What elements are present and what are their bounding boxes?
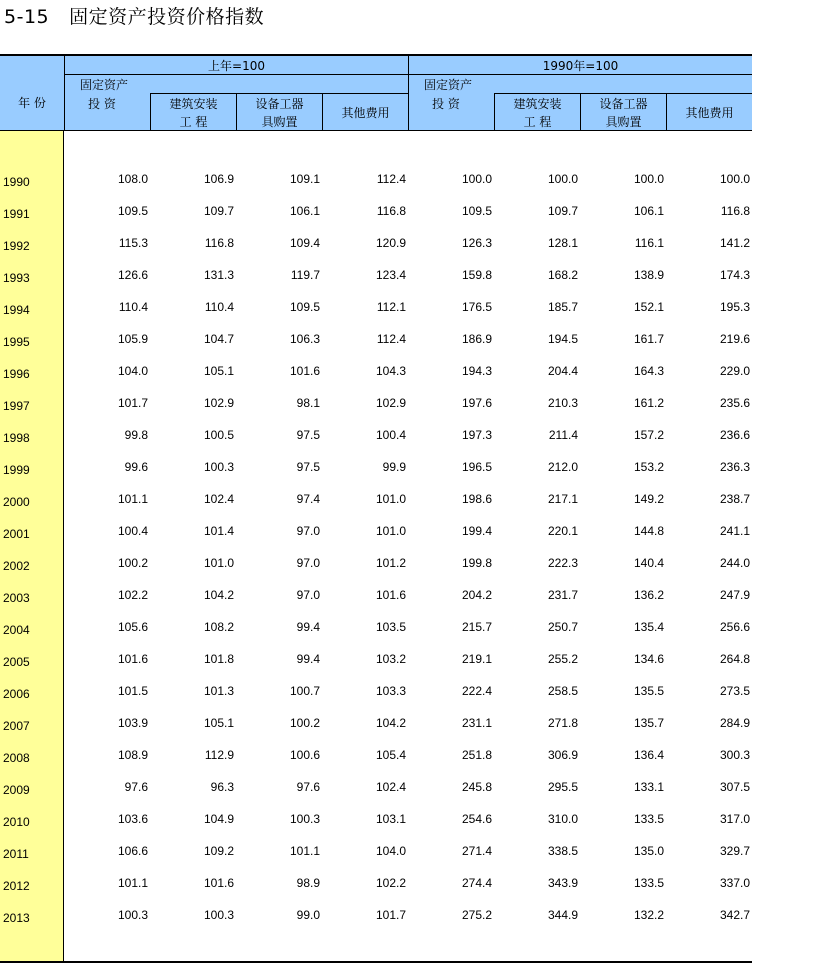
row-value: 102.9	[375, 396, 406, 410]
row-value: 141.2	[719, 236, 750, 250]
row-year: 2005	[3, 655, 30, 669]
row-value: 102.9	[203, 396, 234, 410]
row-value: 109.7	[547, 204, 578, 218]
row-year: 2001	[3, 527, 30, 541]
row-value: 102.4	[375, 780, 406, 794]
row-value: 100.3	[203, 460, 234, 474]
row-value: 197.6	[461, 396, 492, 410]
row-value: 264.8	[719, 652, 750, 666]
row-value: 344.9	[547, 908, 578, 922]
row-value: 338.5	[547, 844, 578, 858]
row-value: 101.0	[203, 556, 234, 570]
row-value: 100.3	[203, 908, 234, 922]
row-value: 101.2	[375, 556, 406, 570]
row-year: 1992	[3, 239, 30, 253]
row-value: 109.5	[117, 204, 148, 218]
row-value: 108.9	[117, 748, 148, 762]
row-value: 96.3	[210, 780, 234, 794]
row-value: 112.4	[376, 172, 406, 186]
row-value: 97.0	[296, 556, 320, 570]
row-value: 106.9	[203, 172, 234, 186]
row-year: 2004	[3, 623, 30, 637]
row-value: 123.4	[375, 268, 406, 282]
row-value: 222.3	[547, 556, 578, 570]
table-row	[0, 292, 752, 324]
row-value: 164.3	[633, 364, 664, 378]
header-equip-line1: 设备工器	[599, 97, 648, 111]
row-value: 153.2	[633, 460, 664, 474]
row-value: 104.2	[375, 716, 406, 730]
row-value: 126.3	[461, 236, 492, 250]
row-value: 194.3	[461, 364, 492, 378]
row-value: 271.8	[547, 716, 578, 730]
row-value: 116.1	[634, 236, 664, 250]
row-value: 215.7	[461, 620, 492, 634]
row-value: 194.5	[547, 332, 578, 346]
row-year: 2003	[3, 591, 30, 605]
row-value: 101.1	[289, 844, 320, 858]
table-row	[0, 324, 752, 356]
row-value: 245.8	[461, 780, 492, 794]
header-group-1990: 1990年=100	[542, 59, 619, 73]
row-value: 132.2	[633, 908, 664, 922]
row-value: 231.1	[461, 716, 492, 730]
row-value: 220.1	[547, 524, 578, 538]
row-year: 1995	[3, 335, 30, 349]
row-value: 100.4	[117, 524, 148, 538]
row-value: 98.9	[296, 876, 320, 890]
row-value: 109.1	[289, 172, 320, 186]
row-value: 238.7	[719, 492, 750, 506]
header-equip-line2: 具购置	[605, 115, 642, 129]
table-row	[0, 196, 752, 228]
row-year: 2008	[3, 751, 30, 765]
row-value: 152.1	[633, 300, 664, 314]
header-divider	[408, 56, 409, 131]
row-value: 255.2	[547, 652, 578, 666]
row-value: 102.2	[375, 876, 406, 890]
row-value: 97.4	[296, 492, 320, 506]
table-row	[0, 900, 752, 932]
row-value: 219.1	[461, 652, 492, 666]
row-value: 149.2	[633, 492, 664, 506]
row-value: 101.1	[117, 876, 148, 890]
table-row	[0, 708, 752, 740]
row-value: 211.4	[548, 428, 578, 442]
row-year: 2007	[3, 719, 30, 733]
row-value: 100.2	[117, 556, 148, 570]
table-row	[0, 676, 752, 708]
row-year: 2002	[3, 559, 30, 573]
table-row	[0, 580, 752, 612]
row-value: 106.1	[633, 204, 664, 218]
row-value: 140.4	[633, 556, 664, 570]
row-value: 100.0	[547, 172, 578, 186]
table-title: 固定资产投资价格指数	[69, 6, 265, 28]
row-year: 2009	[3, 783, 30, 797]
row-value: 135.0	[633, 844, 664, 858]
header-build-line1: 建筑安装	[169, 97, 218, 111]
row-value: 161.2	[633, 396, 664, 410]
row-year: 2013	[3, 911, 30, 925]
row-value: 104.7	[203, 332, 234, 346]
header-divider	[64, 56, 65, 131]
row-value: 108.0	[117, 172, 148, 186]
row-value: 103.6	[117, 812, 148, 826]
row-value: 306.9	[547, 748, 578, 762]
row-value: 133.5	[633, 812, 664, 826]
row-value: 101.1	[117, 492, 148, 506]
row-value: 274.4	[461, 876, 492, 890]
row-value: 101.0	[375, 492, 406, 506]
row-value: 112.4	[376, 332, 406, 346]
row-value: 317.0	[719, 812, 750, 826]
row-value: 100.3	[289, 812, 320, 826]
row-value: 104.3	[375, 364, 406, 378]
header-fixed-line2: 投 资	[432, 97, 460, 111]
header-fixed-line2: 投 资	[88, 97, 116, 111]
row-value: 186.9	[461, 332, 492, 346]
row-value: 195.3	[719, 300, 750, 314]
header-other: 其他费用	[685, 106, 734, 120]
row-value: 109.4	[289, 236, 320, 250]
row-value: 104.2	[203, 588, 234, 602]
header-build-line2: 工 程	[179, 115, 208, 129]
row-value: 136.2	[633, 588, 664, 602]
header-divider	[494, 93, 752, 94]
table-row	[0, 548, 752, 580]
row-value: 157.2	[633, 428, 664, 442]
row-value: 198.6	[461, 492, 492, 506]
header-fixed-line1: 固定资产	[424, 78, 473, 92]
row-value: 103.2	[375, 652, 406, 666]
row-value: 97.0	[296, 588, 320, 602]
row-value: 100.3	[117, 908, 148, 922]
row-value: 105.4	[375, 748, 406, 762]
row-value: 168.2	[547, 268, 578, 282]
row-value: 295.5	[547, 780, 578, 794]
row-year: 1996	[3, 367, 30, 381]
row-value: 99.6	[124, 460, 148, 474]
row-value: 106.6	[117, 844, 148, 858]
row-value: 112.9	[204, 748, 234, 762]
header-divider	[322, 93, 323, 131]
row-value: 99.9	[382, 460, 406, 474]
row-year: 1998	[3, 431, 30, 445]
row-value: 101.5	[117, 684, 148, 698]
row-value: 100.2	[289, 716, 320, 730]
row-value: 204.2	[461, 588, 492, 602]
row-value: 133.5	[633, 876, 664, 890]
table-row	[0, 644, 752, 676]
header-divider	[236, 93, 237, 131]
row-value: 222.4	[461, 684, 492, 698]
row-value: 119.7	[290, 268, 320, 282]
table-body	[0, 164, 752, 932]
header-divider	[494, 93, 495, 131]
table-number: 5-15	[4, 6, 50, 28]
row-value: 231.7	[547, 588, 578, 602]
row-value: 101.7	[117, 396, 148, 410]
row-value: 103.1	[375, 812, 406, 826]
row-value: 229.0	[719, 364, 750, 378]
header-build-line1: 建筑安装	[513, 97, 562, 111]
row-value: 131.3	[203, 268, 234, 282]
row-value: 329.7	[719, 844, 750, 858]
row-value: 196.5	[461, 460, 492, 474]
row-value: 307.5	[719, 780, 750, 794]
row-value: 197.3	[461, 428, 492, 442]
row-value: 106.1	[289, 204, 320, 218]
row-value: 275.2	[461, 908, 492, 922]
table-row	[0, 772, 752, 804]
table-header	[0, 54, 752, 131]
row-value: 101.6	[203, 876, 234, 890]
header-divider	[150, 93, 408, 94]
row-value: 176.5	[461, 300, 492, 314]
row-value: 115.3	[118, 236, 148, 250]
header-divider	[580, 93, 581, 131]
table-bottom-border	[0, 961, 752, 963]
row-value: 161.7	[633, 332, 664, 346]
header-fixed-line1: 固定资产	[80, 78, 129, 92]
row-year: 1990	[3, 175, 30, 189]
row-value: 134.6	[633, 652, 664, 666]
row-value: 250.7	[547, 620, 578, 634]
row-value: 116.8	[204, 236, 234, 250]
row-value: 247.9	[719, 588, 750, 602]
row-year: 1994	[3, 303, 30, 317]
row-value: 273.5	[719, 684, 750, 698]
row-value: 101.8	[203, 652, 234, 666]
header-equip-line1: 设备工器	[255, 97, 304, 111]
header-other: 其他费用	[341, 106, 390, 120]
row-value: 103.5	[375, 620, 406, 634]
table-row	[0, 612, 752, 644]
row-value: 337.0	[719, 876, 750, 890]
row-value: 135.7	[633, 716, 664, 730]
table-row	[0, 836, 752, 868]
row-value: 300.3	[719, 748, 750, 762]
row-value: 97.6	[124, 780, 148, 794]
table-row	[0, 452, 752, 484]
row-value: 104.0	[375, 844, 406, 858]
row-value: 244.0	[719, 556, 750, 570]
row-value: 102.2	[117, 588, 148, 602]
table-row	[0, 740, 752, 772]
row-year: 2012	[3, 879, 30, 893]
header-divider	[150, 93, 151, 131]
row-value: 342.7	[719, 908, 750, 922]
row-value: 101.6	[117, 652, 148, 666]
row-value: 256.6	[719, 620, 750, 634]
row-value: 133.1	[633, 780, 664, 794]
row-year: 1993	[3, 271, 30, 285]
header-equip-line2: 具购置	[261, 115, 298, 129]
row-value: 109.7	[203, 204, 234, 218]
row-value: 106.3	[289, 332, 320, 346]
row-value: 100.4	[375, 428, 406, 442]
row-year: 1991	[3, 207, 30, 221]
row-value: 135.4	[633, 620, 664, 634]
row-value: 103.9	[117, 716, 148, 730]
row-value: 236.6	[719, 428, 750, 442]
row-value: 108.2	[203, 620, 234, 634]
row-value: 100.6	[289, 748, 320, 762]
row-value: 99.4	[296, 620, 320, 634]
row-value: 105.6	[117, 620, 148, 634]
table-row	[0, 868, 752, 900]
row-value: 109.5	[289, 300, 320, 314]
row-value: 116.8	[376, 204, 406, 218]
header-divider	[65, 74, 752, 75]
table-row	[0, 164, 752, 196]
row-value: 251.8	[461, 748, 492, 762]
header-build-line2: 工 程	[523, 115, 552, 129]
row-value: 136.4	[633, 748, 664, 762]
row-value: 101.0	[375, 524, 406, 538]
row-value: 101.6	[289, 364, 320, 378]
row-value: 109.5	[461, 204, 492, 218]
row-value: 284.9	[719, 716, 750, 730]
row-value: 128.1	[547, 236, 578, 250]
row-value: 110.4	[204, 300, 234, 314]
row-value: 254.6	[461, 812, 492, 826]
header-divider	[666, 93, 667, 131]
row-value: 100.0	[719, 172, 750, 186]
row-value: 100.0	[633, 172, 664, 186]
row-value: 219.6	[719, 332, 750, 346]
row-value: 144.8	[633, 524, 664, 538]
row-value: 217.1	[547, 492, 578, 506]
row-value: 212.0	[547, 460, 578, 474]
row-value: 105.9	[117, 332, 148, 346]
row-value: 135.5	[633, 684, 664, 698]
row-value: 105.1	[203, 364, 234, 378]
row-value: 104.9	[203, 812, 234, 826]
row-value: 97.6	[296, 780, 320, 794]
row-value: 126.6	[117, 268, 148, 282]
row-year: 2010	[3, 815, 30, 829]
row-value: 310.0	[547, 812, 578, 826]
row-value: 241.1	[719, 524, 750, 538]
row-value: 199.8	[461, 556, 492, 570]
row-value: 103.3	[375, 684, 406, 698]
row-value: 235.6	[719, 396, 750, 410]
row-value: 258.5	[547, 684, 578, 698]
table-row	[0, 356, 752, 388]
row-value: 101.3	[203, 684, 234, 698]
row-value: 101.4	[203, 524, 234, 538]
row-value: 97.5	[296, 460, 320, 474]
row-value: 116.8	[720, 204, 750, 218]
row-value: 236.3	[719, 460, 750, 474]
row-value: 97.5	[296, 428, 320, 442]
row-year: 1997	[3, 399, 30, 413]
header-group-prev-year: 上年=100	[208, 59, 265, 73]
row-value: 185.7	[547, 300, 578, 314]
row-value: 101.7	[375, 908, 406, 922]
row-value: 100.0	[461, 172, 492, 186]
row-value: 199.4	[461, 524, 492, 538]
row-value: 271.4	[461, 844, 492, 858]
page-title	[4, 4, 264, 30]
row-value: 105.1	[203, 716, 234, 730]
row-year: 1999	[3, 463, 30, 477]
row-value: 210.3	[547, 396, 578, 410]
row-value: 101.6	[375, 588, 406, 602]
row-value: 99.0	[296, 908, 320, 922]
row-value: 100.7	[289, 684, 320, 698]
header-year: 年 份	[18, 96, 46, 110]
row-value: 104.0	[117, 364, 148, 378]
row-value: 159.8	[461, 268, 492, 282]
row-year: 2006	[3, 687, 30, 701]
row-value: 120.9	[375, 236, 406, 250]
table-row	[0, 804, 752, 836]
row-value: 98.1	[296, 396, 320, 410]
row-value: 100.5	[203, 428, 234, 442]
row-value: 204.4	[547, 364, 578, 378]
row-year: 2011	[3, 847, 29, 861]
table-row	[0, 228, 752, 260]
row-value: 112.1	[376, 300, 406, 314]
row-value: 110.4	[118, 300, 148, 314]
table-row	[0, 260, 752, 292]
row-value: 343.9	[547, 876, 578, 890]
table-row	[0, 388, 752, 420]
table-row	[0, 484, 752, 516]
row-value: 138.9	[633, 268, 664, 282]
table-row	[0, 420, 752, 452]
table-row	[0, 516, 752, 548]
row-year: 2000	[3, 495, 30, 509]
row-value: 99.4	[296, 652, 320, 666]
row-value: 102.4	[203, 492, 234, 506]
row-value: 99.8	[124, 428, 148, 442]
row-value: 174.3	[719, 268, 750, 282]
row-value: 109.2	[203, 844, 234, 858]
row-value: 97.0	[296, 524, 320, 538]
